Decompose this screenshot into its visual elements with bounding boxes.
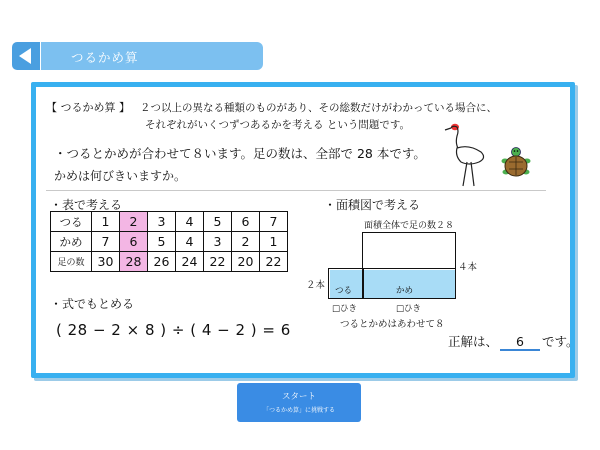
formula: ( 28 − 2 × 8 ) ÷ ( 4 − 2 ) = 6 (56, 321, 291, 339)
table-cell: 5 (204, 212, 232, 232)
turtle-illustration (498, 147, 534, 179)
row-head: 足の数 (51, 252, 92, 272)
table-cell: 7 (92, 232, 120, 252)
kame-area-label: かめ (396, 286, 414, 296)
intro-line-1 (46, 99, 497, 115)
row-head: つる (51, 212, 92, 232)
table-cell-highlight: 6 (120, 232, 148, 252)
intro-line-2: それぞれがいくつずつあるかを考える という問題です。 (145, 119, 410, 131)
area-heading: ・面積図で考える (324, 198, 421, 212)
table-cell: 20 (232, 252, 260, 272)
table-cell-highlight: 2 (120, 212, 148, 232)
table-cell: 2 (232, 232, 260, 252)
table-cell: 1 (260, 232, 288, 252)
start-button-sublabel: 「つるかめ算」に挑戦する (262, 407, 335, 414)
start-button-label: スタート (281, 392, 316, 402)
table-cell: 22 (260, 252, 288, 272)
answer-prefix: 正解は、 (448, 334, 499, 349)
formula-heading: ・式でもとめる (50, 297, 135, 311)
table-cell: 26 (148, 252, 176, 272)
question-line-1: ・つるとかめが合わせて８います。足の数は、全部で 28 本です。 (54, 146, 426, 161)
question-line-2: かめは何びきいますか。 (54, 169, 187, 183)
table-cell: 22 (204, 252, 232, 272)
area-top-label: 面積全体で足の数２８ (364, 221, 455, 231)
table-cell: 7 (260, 212, 288, 232)
table-row-legs (51, 252, 288, 272)
answer-suffix: です。 (542, 334, 579, 349)
table-cell: 3 (148, 212, 176, 232)
area-bottom-label: つるとかめはあわせて８ (340, 319, 445, 330)
intro-tag: 【 つるかめ算 】 (46, 101, 130, 114)
table-cell: 5 (148, 232, 176, 252)
left-height-label: ２本 (306, 280, 326, 291)
table-row-tsuru (51, 212, 288, 232)
table-cell: 4 (176, 212, 204, 232)
table-cell: 30 (92, 252, 120, 272)
answer-value: 6 (500, 334, 540, 351)
tsurukame-table (50, 211, 288, 272)
table-row-kame (51, 232, 288, 252)
row-head: かめ (51, 232, 92, 252)
table-cell: 6 (232, 212, 260, 232)
back-arrow-icon (19, 48, 31, 64)
tsuru-count-label: □ひき (332, 304, 358, 314)
table-cell: 1 (92, 212, 120, 232)
lesson-panel (31, 82, 579, 378)
intro-text-1: ２つ以上の異なる種類のものがあり、その総数だけがわかっている場合に、 (140, 102, 497, 114)
page-title: つるかめ算 (71, 50, 139, 65)
table-heading: ・表で考える (50, 198, 123, 212)
start-button[interactable] (237, 383, 361, 422)
table-cell: 3 (204, 232, 232, 252)
tsuru-area-label: つる (335, 286, 353, 296)
table-cell-highlight: 28 (120, 252, 148, 272)
table-cell: 24 (176, 252, 204, 272)
crane-illustration (441, 122, 493, 188)
table-cell: 4 (176, 232, 204, 252)
answer-line (448, 332, 579, 351)
header-bar (41, 42, 263, 70)
back-button[interactable] (12, 42, 40, 70)
divider (46, 190, 546, 191)
kame-count-label: □ひき (396, 304, 422, 314)
right-height-label: ４本 (458, 262, 478, 273)
